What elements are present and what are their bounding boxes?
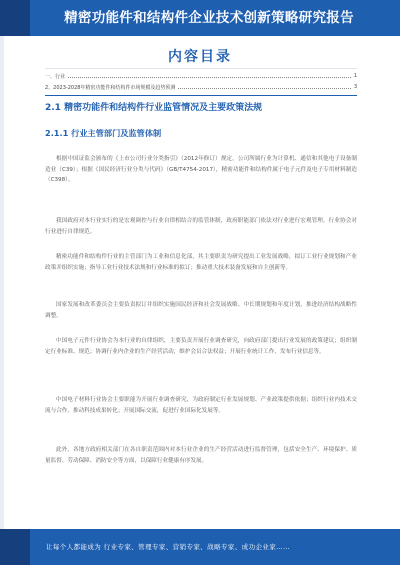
toc-item-text: 2、2023-2028年精密功能件和结构件市场规模及趋势预测: [45, 85, 176, 91]
body-paragraph: 中国电子元件行业协会为本行业的自律组织，主要负责开展行业调查研究，向政府部门提出行业发展的政策建议；组织制定行业标准、规范；协调行业内企业的生产经营活动，维护会员合法权益；开展行业统计工作，发布行业信息等。: [45, 338, 357, 355]
toc-rule: [45, 68, 357, 69]
subsection-heading: 2.1.1 行业主管部门及监管体制: [45, 128, 162, 138]
section-divider: [45, 95, 357, 96]
toc-title: 内容目录: [168, 49, 232, 65]
toc-item-page: 3: [353, 84, 357, 90]
toc-item[interactable]: [45, 73, 357, 82]
section-heading: 2.1 精密功能件和结构件行业监管情况及主要政策法规: [45, 103, 263, 113]
footer-slogan: 让每个人都能成为 行业专家、管理专家、营销专家、战略专家、成功企业家……: [46, 543, 290, 551]
toc-item-page: 1: [353, 73, 357, 79]
report-title: 精密功能件和结构件企业技术创新策略研究报告: [64, 10, 354, 26]
header-accent: [0, 0, 30, 36]
toc-item[interactable]: [45, 84, 357, 93]
side-accent: [0, 36, 4, 529]
body-paragraph: 精密功能件和结构件行业的主管部门为工业和信息化部，其主要职责为研究提出工业发展战略，拟订工业行业规划和产业政策并组织实施；指导工业行业技术法规和行业标准的拟订；推动重大技术装备发展和自主创新等。: [45, 254, 357, 271]
body-paragraph: 此外，各地方政府相关部门在各自职责范围内对本行业企业的生产经营活动进行监督管理，包括安全生产、环境保护、质量监督、劳动保障、消防安全等方面，以保障行业健康有序发展。: [45, 447, 357, 464]
toc-item-text: 一、行业: [45, 74, 66, 80]
body-paragraph: 根据中国证监会颁布的《上市公司行业分类指引》（2012年修订）规定，公司所属行业为计算机、通信和其他电子设备制造业（C39）；根据《国民经济行业分类与代码》（GB/T4754-2017），精密功能件和结构件属于电子元件及电子专用材料制造（C398）。: [45, 156, 357, 184]
body-paragraph: 中国电子材料行业协会主要职能为开展行业调查研究，为政府制定行业发展规划、产业政策提供依据；组织行业内技术交流与合作，推动科技成果转化；开展国际交流，促进行业国际化发展等。: [45, 397, 357, 414]
footer-accent: [0, 529, 30, 565]
body-paragraph: 我国政府对本行业实行的是宏观调控与行业自律相结合的监管体制，政府职能部门依法对行业进行宏观管理，行业协会对行业进行自律规范。: [45, 218, 357, 235]
body-paragraph: 国家发展和改革委员会主要负责拟订并组织实施国民经济和社会发展战略、中长期规划和年度计划，推进经济结构战略性调整。: [45, 302, 357, 319]
